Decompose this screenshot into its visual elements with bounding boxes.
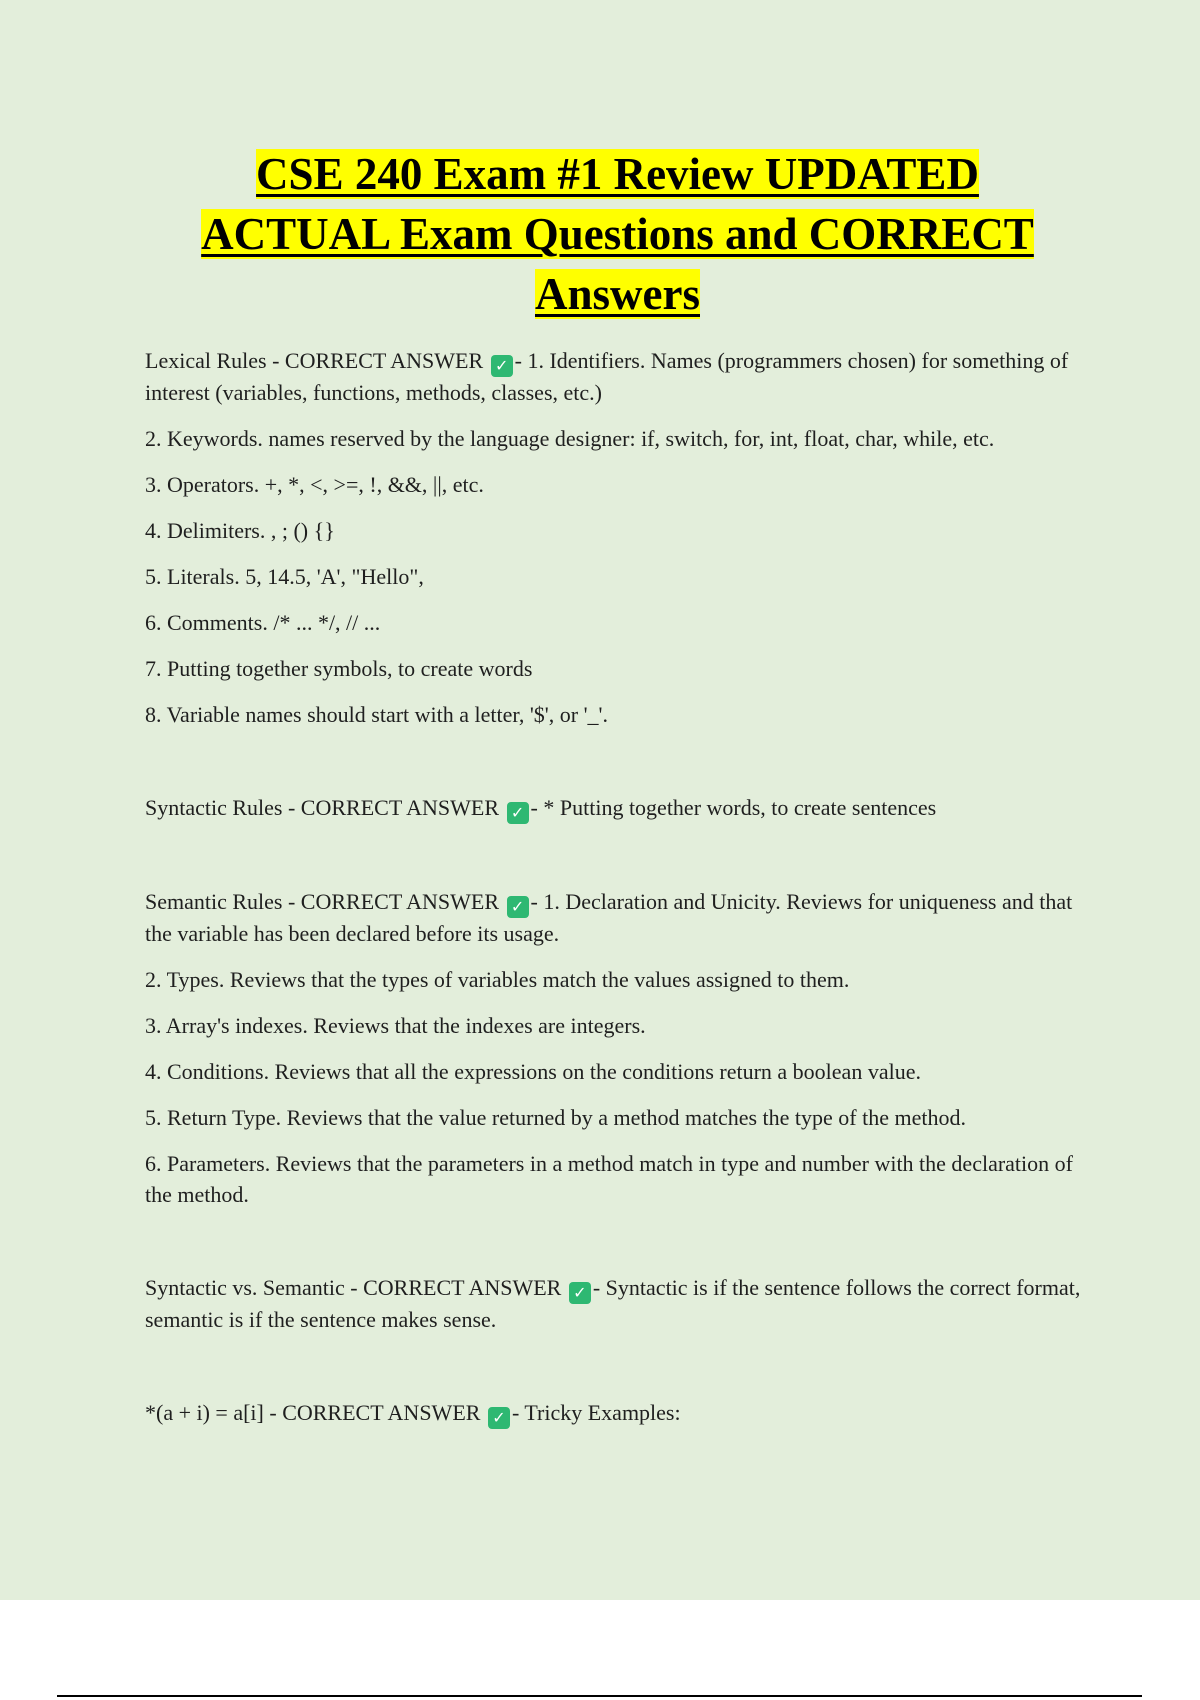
title-line-1: CSE 240 Exam #1 Review UPDATED [256,149,979,199]
spacer [145,745,1095,792]
list-item: 4. Delimiters. , ; () {} [145,518,335,543]
semantic-rules-term: Semantic Rules - CORRECT ANSWER [145,889,500,914]
semantic-rules-entry [145,886,1095,949]
list-item: 2. Keywords. names reserved by the language designer: if, switch, for, int, float, char, while, etc. [145,426,995,451]
list-item: 3. Array's indexes. Reviews that the indexes are integers. [145,1013,646,1038]
check-box-icon: ✓ [488,1407,510,1429]
syntactic-vs-semantic-entry [145,1272,1095,1335]
document-body [145,345,1095,1444]
page-divider [57,1695,1142,1697]
list-item: 5. Literals. 5, 14.5, 'A', "Hello", [145,564,424,589]
lexical-rules-entry [145,345,1095,408]
syntactic-rules-answer: - * Putting together words, to create sentences [530,795,937,820]
syntactic-rules-entry [145,792,1095,824]
syntactic-vs-semantic-term: Syntactic vs. Semantic - CORRECT ANSWER [145,1275,562,1300]
spacer [145,1350,1095,1397]
list-item: 4. Conditions. Reviews that all the expressions on the conditions return a boolean value. [145,1059,921,1084]
check-box-icon: ✓ [507,896,529,918]
list-item: 5. Return Type. Reviews that the value returned by a method matches the type of the method. [145,1105,966,1130]
list-item: 6. Comments. /* ... */, // ... [145,610,381,635]
spacer [145,839,1095,886]
list-item: 7. Putting together symbols, to create words [145,656,533,681]
pointer-example-entry [145,1397,1095,1429]
check-box-icon: ✓ [491,355,513,377]
lexical-rules-term: Lexical Rules - CORRECT ANSWER [145,348,484,373]
check-box-icon: ✓ [569,1282,591,1304]
list-item: 8. Variable names should start with a letter, '$', or '_'. [145,702,609,727]
title-line-3: Answers [535,269,700,319]
lexical-rules-answer: - 1. Identifiers. Names (programmers chosen) for something of interest (variables, functions, methods, classes, etc.) [145,348,1069,405]
semantic-rules-answer: - 1. Declaration and Unicity. Reviews for uniqueness and that the variable has been declared before its usage. [145,889,1073,946]
spacer [145,1225,1095,1272]
syntactic-rules-term: Syntactic Rules - CORRECT ANSWER [145,795,500,820]
list-item: 6. Parameters. Reviews that the parameters in a method match in type and number with the declaration of the method. [145,1151,1073,1207]
title-line-2: ACTUAL Exam Questions and CORRECT [201,209,1034,259]
list-item: 3. Operators. +, *, <, >=, !, &&, ||, etc. [145,472,484,497]
syntactic-vs-semantic-answer: - Syntactic is if the sentence follows the correct format, semantic is if the sentence makes sense. [145,1275,1081,1332]
check-box-icon: ✓ [507,802,529,824]
pointer-example-answer: - Tricky Examples: [511,1400,681,1425]
list-item: 2. Types. Reviews that the types of variables match the values assigned to them. [145,967,850,992]
pointer-example-term: *(a + i) = a[i] - CORRECT ANSWER [145,1400,481,1425]
page-title [130,144,1105,324]
